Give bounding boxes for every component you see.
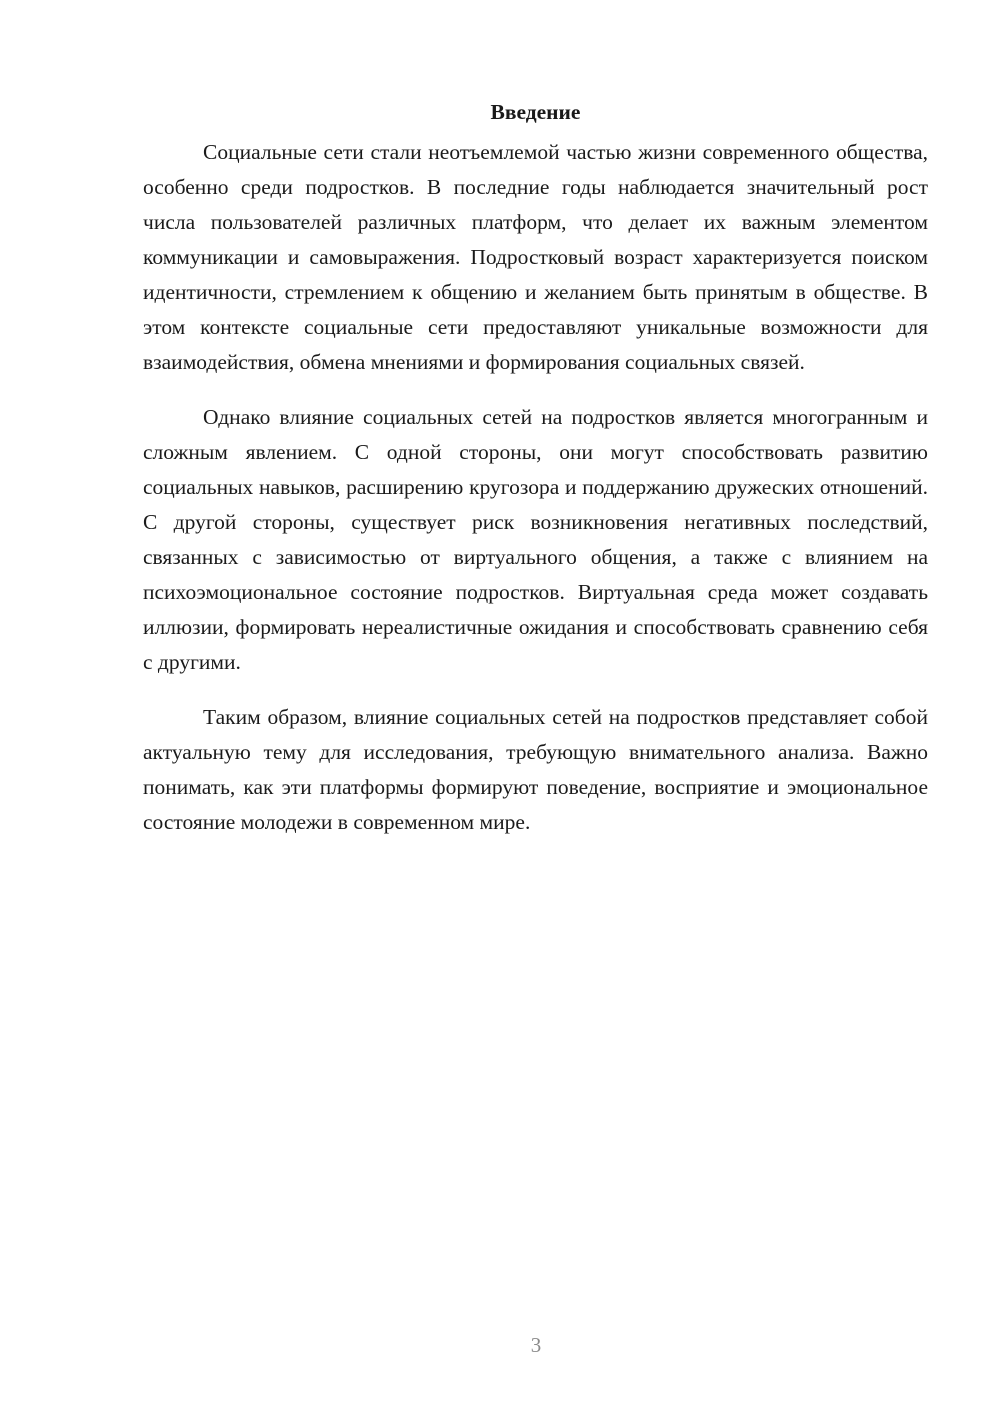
paragraph-3: Таким образом, влияние социальных сетей на подростков представляет собой актуальную тему для исследования, требующую внимательного анализа. Важно понимать, как эти платформы формируют поведение, восприятие и эмоциональное состояние молодежи в современном мире. [143,705,928,834]
page-content [143,97,928,840]
section-title: Введение [490,100,581,124]
paragraph-2: Однако влияние социальных сетей на подростков является многогранным и сложным явлением. С одной стороны, они могут способствовать развитию социальных навыков, расширению кругозора и поддержанию дружеских отношений. С другой стороны, существует риск возникновения негативных последствий, связанных с зависимостью от виртуального общения, а также с влиянием на психоэмоциональное состояние подростков. Виртуальная среда может создавать иллюзии, формировать нереалистичные ожидания и способствовать сравнению себя с другими. [143,405,928,674]
paragraph-1: Социальные сети стали неотъемлемой частью жизни современного общества, особенно среди подростков. В последние годы наблюдается значительный рост числа пользователей различных платформ, что делает их важным элементом коммуникации и самовыражения. Подростковый возраст характеризуется поиском идентичности, стремлением к общению и желанием быть принятым в обществе. В этом контексте социальные сети предоставляют уникальные возможности для взаимодействия, обмена мнениями и формирования социальных связей. [143,140,928,374]
page-number: 3 [530,1333,542,1357]
